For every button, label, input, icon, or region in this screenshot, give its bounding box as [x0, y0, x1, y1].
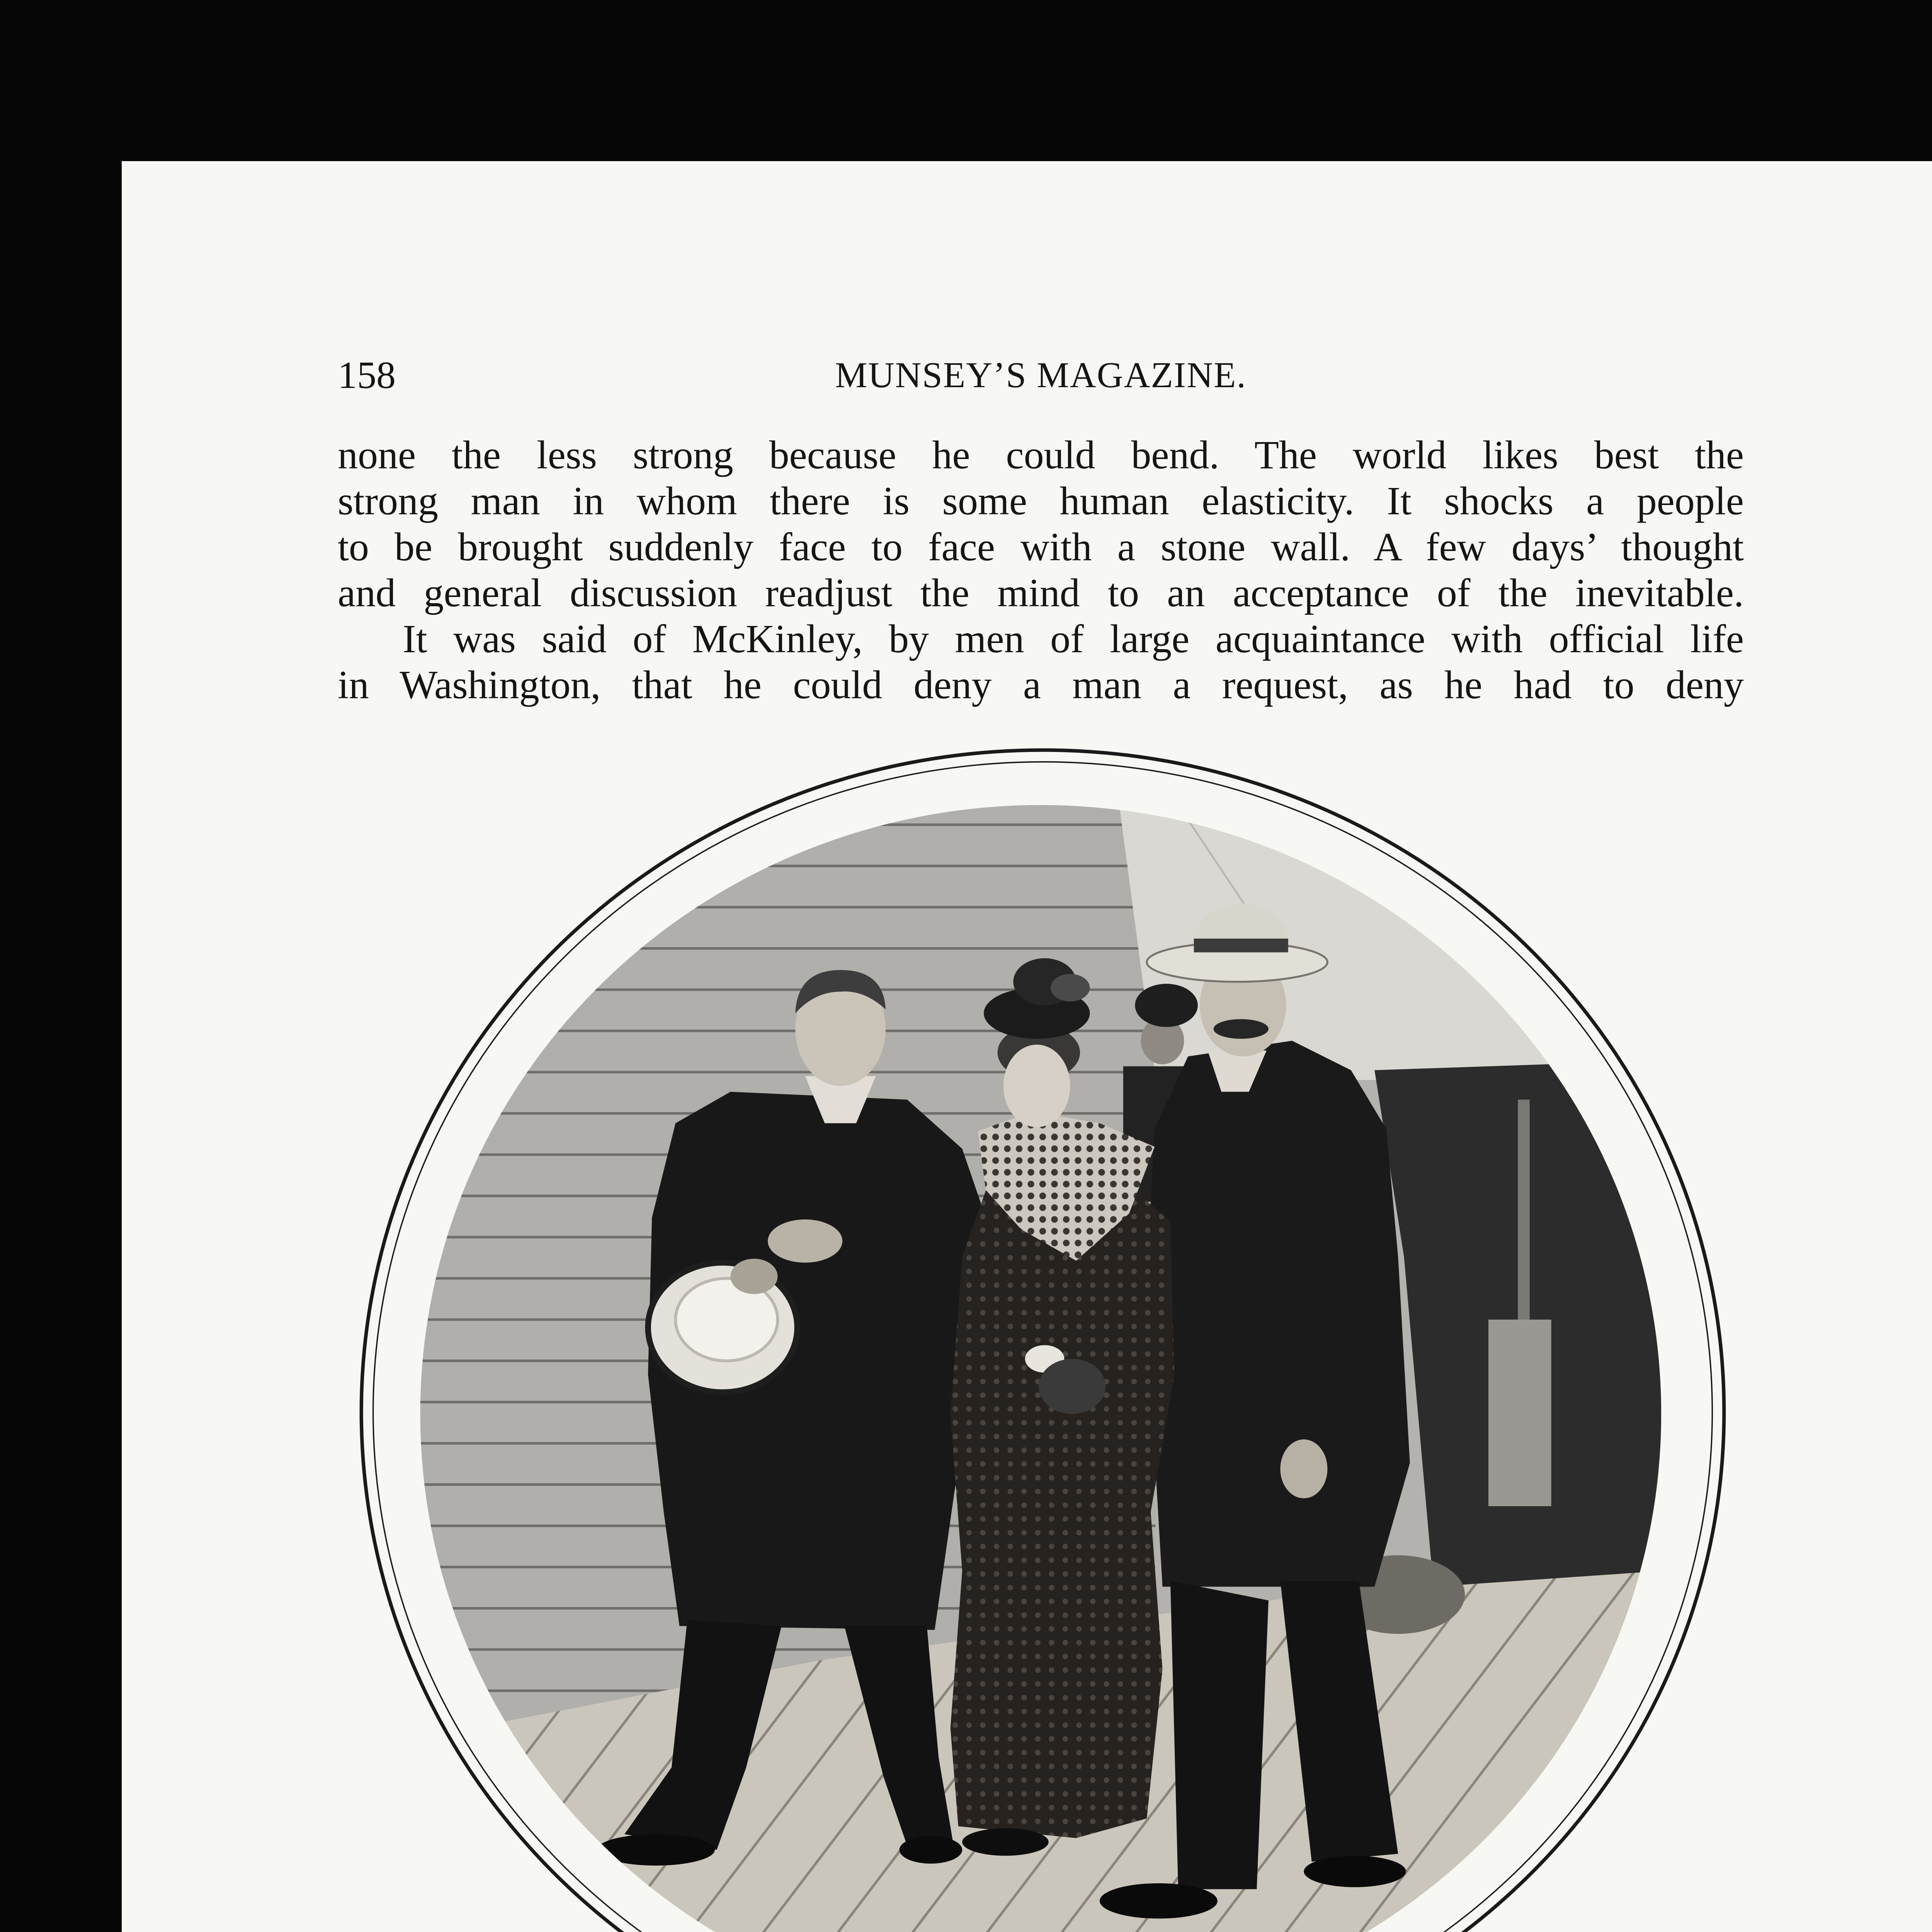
floor-plank-line [1657, 1541, 1728, 1932]
floor-plank-line [357, 1541, 389, 1932]
text-line: It was said of McKinley, by men of large acquaintance with official life [403, 617, 1744, 661]
background-post [1518, 1100, 1529, 1325]
text-line: none the less strong because he could bend. The world likes best the [338, 433, 1744, 477]
text-line: in Washington, that he could deny a man a request, as he had to deny [338, 663, 1744, 707]
person-center-hat-feather [1051, 974, 1090, 1002]
background-person-hat [1135, 984, 1198, 1027]
person-center-face [1003, 1045, 1070, 1127]
person-right-mustache [1214, 1019, 1269, 1039]
person-right-leg [1170, 1581, 1269, 1889]
circular-photograph [357, 746, 1728, 1932]
text-line: strong man in whom there is some human elasticity. It shocks a people [338, 479, 1744, 523]
person-center-shoe [962, 1828, 1049, 1856]
person-right-hand [1280, 1439, 1327, 1498]
person-center-dress [951, 1170, 1174, 1838]
running-title: MUNSEY’S MAGAZINE. [835, 355, 1247, 395]
page-number: 158 [338, 354, 396, 396]
background-barrel [1488, 1320, 1551, 1506]
person-center-gloves [1039, 1359, 1105, 1414]
person-left-hand [768, 1219, 842, 1263]
text-line: and general discussion readjust the mind to an acceptance of the inevitable. [338, 571, 1744, 615]
person-left-shoe [597, 1834, 715, 1866]
person-right-shoe [1100, 1883, 1218, 1918]
photo-content [357, 805, 1728, 1932]
person-right-shoe [1304, 1856, 1406, 1887]
text-line: to be brought suddenly face to face with a stone wall. A few days’ thought [338, 525, 1744, 569]
person-right-coat [1147, 1041, 1410, 1587]
hat-holding-hand [731, 1259, 778, 1294]
body-text-top [338, 432, 1744, 708]
held-hat [648, 1259, 797, 1393]
person-left-shoe [900, 1836, 963, 1864]
person-right-hat-band [1194, 939, 1288, 952]
